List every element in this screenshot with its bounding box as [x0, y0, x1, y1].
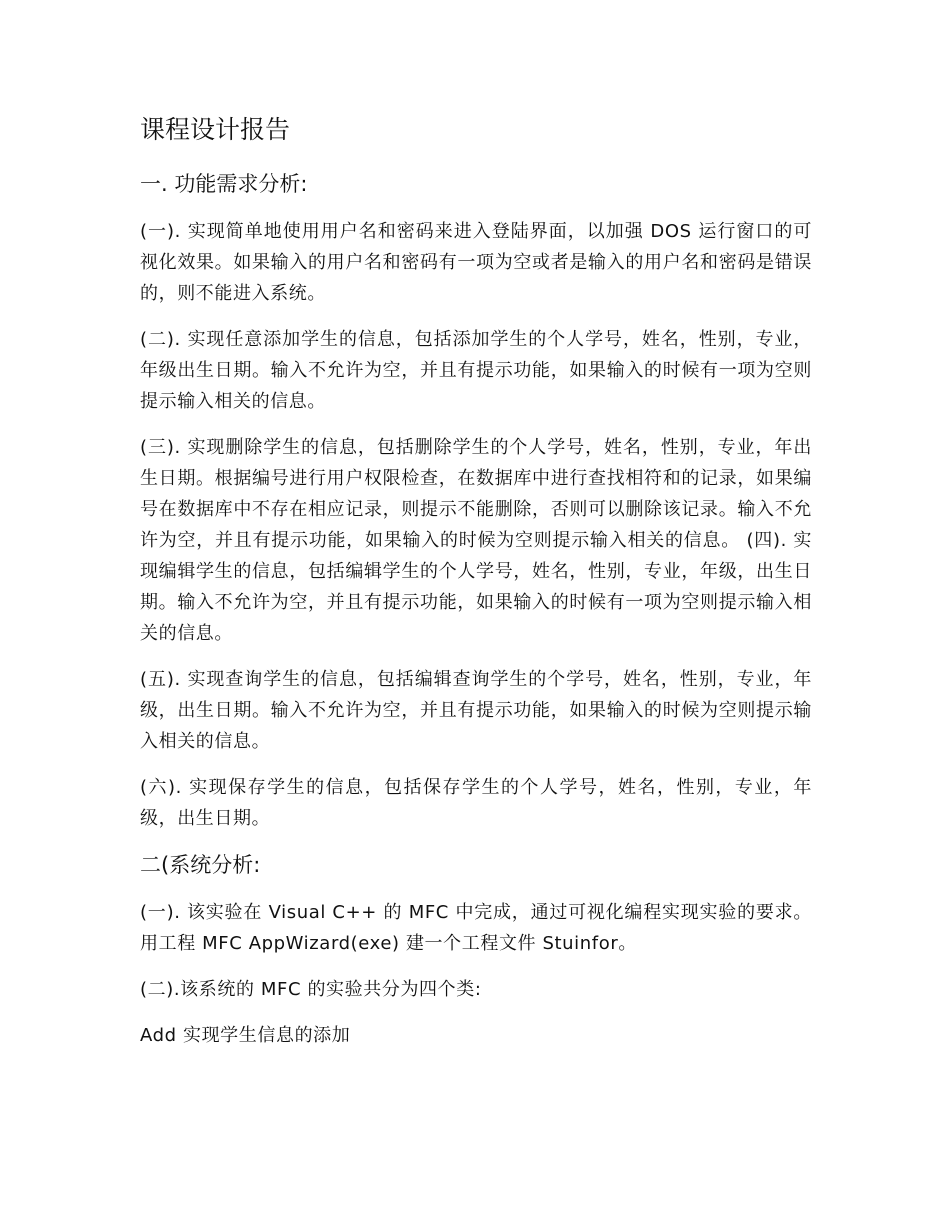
paragraph-query: (五). 实现查询学生的信息，包括编辑查询学生的个学号，姓名，性别，专业，年级，出生日期。输入不允许为空，并且有提示功能，如果输入的时候为空则提示输入相关的信息。: [140, 669, 812, 752]
section-heading-system-analysis: 二(系统分析:: [140, 853, 261, 877]
paragraph-login: (一). 实现简单地使用用户名和密码来进入登陆界面，以加强 DOS 运行窗口的可视化效果。如果输入的用户名和密码有一项为空或者是输入的用户名和密码是错误的，则不能进入系统。: [140, 221, 812, 304]
paragraph-environment: (一). 该实验在 Visual C++ 的 MFC 中完成，通过可视化编程实现实验的要求。用工程 MFC AppWizard(exe) 建一个工程文件 Stuinfor。: [140, 902, 812, 954]
document-page: [140, 112, 812, 1066]
paragraph-delete-edit: (三). 实现删除学生的信息，包括删除学生的个人学号，姓名，性别，专业，年出生日期。根据编号进行用户权限检查，在数据库中进行查找相符和的记录，如果编号在数据库中不存在相应记录，则提示不能删除，否则可以删除该记录。输入不允许为空，并且有提示功能，如果输入的时候为空则提示输入相关的信息。 (四). 实现编辑学生的信息，包括编辑学生的个人学号，姓名，性别，专业，年级，出生日期。输入不允许为空，并且有提示功能，如果输入的时候有一项为空则提示输入相关的信息。: [140, 437, 812, 644]
paragraph-add-class: Add 实现学生信息的添加: [140, 1025, 351, 1046]
paragraph-save: (六). 实现保存学生的信息，包括保存学生的个人学号，姓名，性别，专业，年级，出生日期。: [140, 777, 812, 829]
paragraph-add: (二). 实现任意添加学生的信息，包括添加学生的个人学号，姓名，性别，专业，年级出生日期。输入不允许为空，并且有提示功能，如果输入的时候有一项为空则提示输入相关的信息。: [140, 329, 812, 412]
document-title: 课程设计报告: [140, 115, 291, 144]
paragraph-classes: (二).该系统的 MFC 的实验共分为四个类:: [140, 979, 482, 1000]
section-heading-requirements: 一. 功能需求分析:: [140, 172, 308, 196]
